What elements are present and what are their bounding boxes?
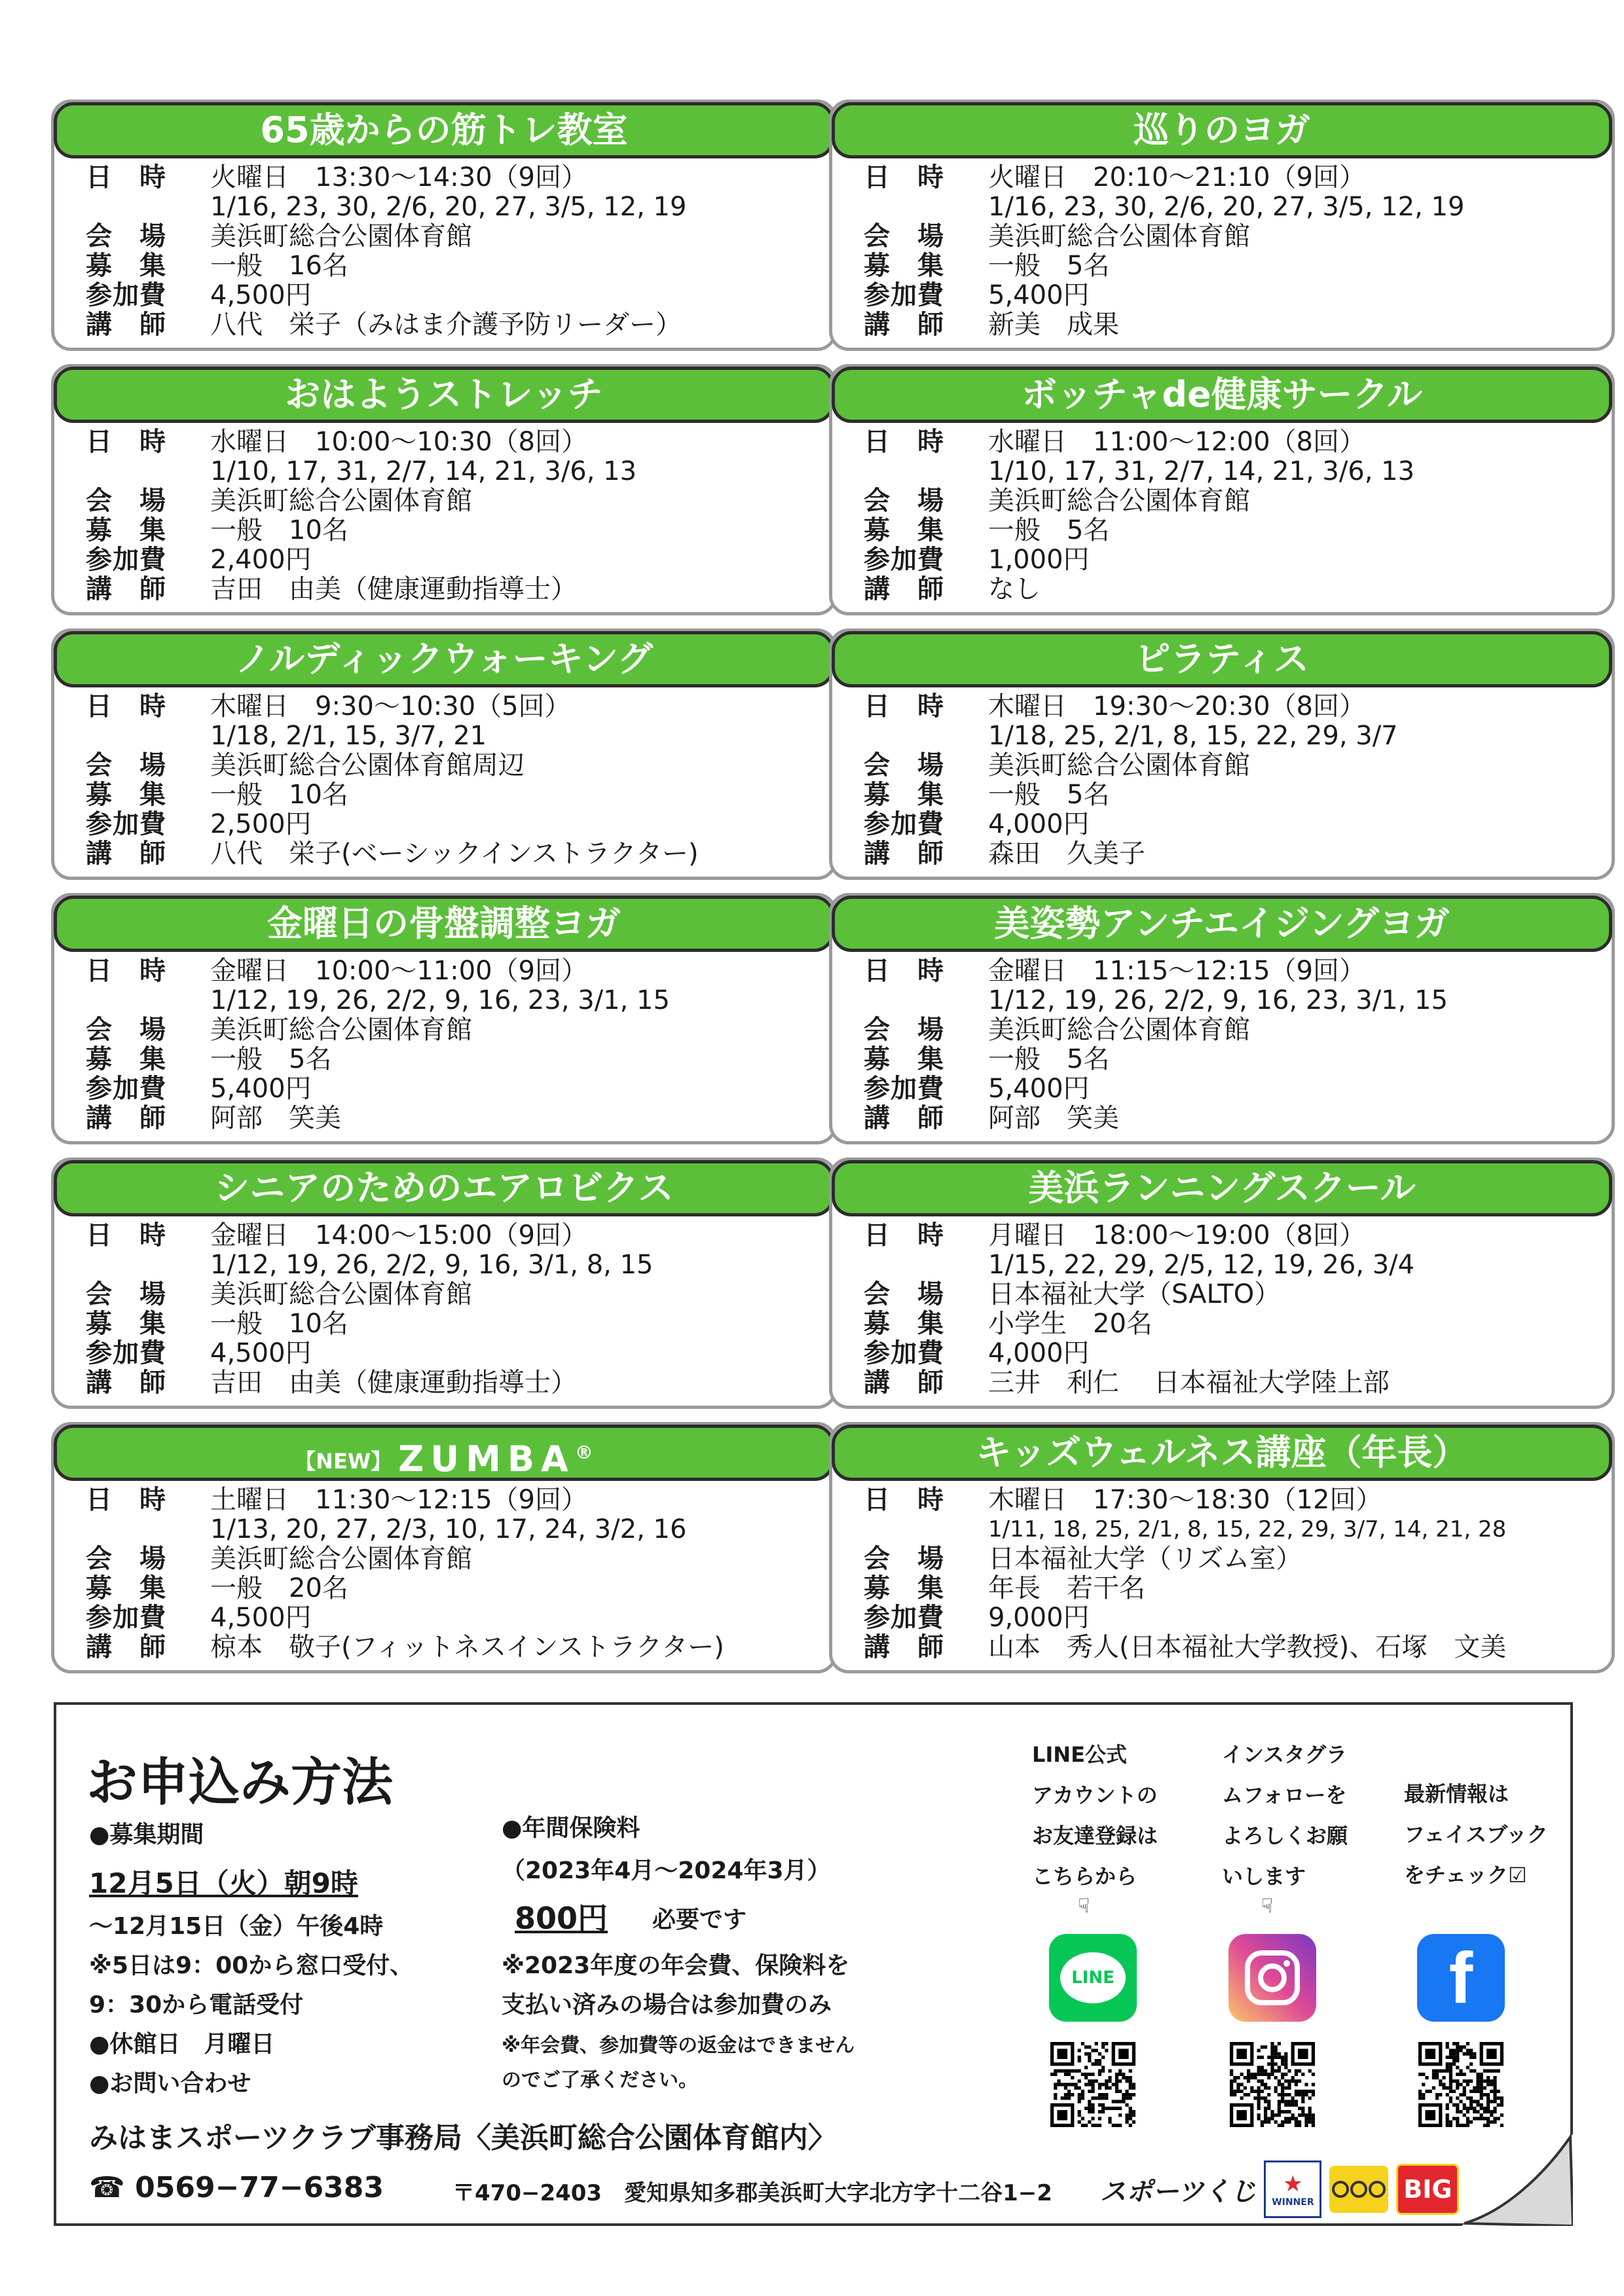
- detail-label: 日 時: [86, 956, 166, 986]
- recruit-start: 12月5日（火）朝9時: [89, 1867, 358, 1899]
- detail-row: [864, 222, 1598, 251]
- detail-label: 参加費: [864, 1603, 944, 1633]
- detail-label: 参加費: [864, 280, 944, 310]
- course-card: [829, 893, 1615, 1144]
- instagram-icon[interactable]: [1228, 1934, 1316, 2022]
- phone-number[interactable]: ☎ 0569−77−6383: [89, 2171, 384, 2204]
- detail-label: 講 師: [86, 1632, 166, 1662]
- detail-value: 2,400円: [210, 545, 312, 575]
- detail-value: 一般 5名: [210, 1044, 332, 1074]
- detail-value: 三井 利仁 日本福祉大学陸上部: [988, 1368, 1390, 1398]
- detail-value: 9,000円: [988, 1603, 1090, 1633]
- detail-label: 講 師: [86, 1368, 166, 1398]
- insurance-fee: 800円: [515, 1901, 608, 1936]
- star-icon: ★: [1283, 2171, 1303, 2197]
- detail-row: [864, 1015, 1598, 1045]
- detail-label: 会 場: [864, 486, 944, 516]
- detail-value: 美浜町総合公園体育館: [210, 1544, 472, 1574]
- detail-label: 日 時: [864, 1220, 944, 1250]
- detail-row: [86, 1309, 821, 1339]
- detail-value: 1,000円: [988, 545, 1090, 575]
- detail-label: 参加費: [864, 545, 944, 575]
- detail-value: 4,500円: [210, 1603, 312, 1633]
- detail-label: 講 師: [864, 1632, 944, 1662]
- detail-value: 森田 久美子: [988, 839, 1145, 869]
- application-panel: [54, 1702, 1573, 2226]
- course-title: [54, 896, 834, 952]
- detail-row: [86, 251, 821, 281]
- facebook-caption: 最新情報は フェイスブック をチェック☑: [1404, 1781, 1548, 1887]
- page-curl: [1462, 2134, 1573, 2226]
- detail-label: 会 場: [86, 750, 166, 780]
- detail-row: [86, 1104, 821, 1133]
- detail-label: 参加費: [86, 280, 166, 310]
- detail-row: [864, 1309, 1598, 1339]
- detail-value: 一般 10名: [210, 1309, 348, 1339]
- big-logo: BIG: [1396, 2164, 1459, 2215]
- detail-value: 1/16, 23, 30, 2/6, 20, 27, 3/5, 12, 19: [210, 192, 687, 222]
- detail-label: 募 集: [86, 251, 166, 281]
- detail-value: 木曜日 17:30～18:30（12回）: [988, 1485, 1382, 1515]
- detail-row: [86, 1603, 821, 1633]
- detail-value: 山本 秀人(日本福祉大学教授)、石塚 文美: [988, 1632, 1507, 1662]
- facebook-qr-code[interactable]: [1418, 2042, 1504, 2127]
- detail-label: 会 場: [864, 1544, 944, 1574]
- recruit-note-2: 9：30から電話受付: [89, 1992, 304, 2018]
- office-name: みはまスポーツクラブ事務局〈美浜町総合公園体育館内〉: [89, 2121, 837, 2155]
- detail-row: [864, 986, 1598, 1015]
- detail-row: [864, 751, 1598, 780]
- detail-value: 新美 成果: [988, 310, 1119, 340]
- detail-value: 5,400円: [988, 280, 1090, 310]
- detail-label: 日 時: [86, 427, 166, 457]
- detail-label: 募 集: [864, 251, 944, 281]
- line-icon-label: LINE: [1060, 1952, 1126, 2003]
- detail-label: 日 時: [86, 1485, 166, 1515]
- detail-label: 会 場: [864, 1015, 944, 1045]
- detail-row: [86, 163, 821, 192]
- course-title-text: ノルディックウォーキング: [235, 638, 653, 680]
- detail-row: [86, 1015, 821, 1045]
- detail-value: 美浜町総合公園体育館: [210, 486, 472, 516]
- detail-row: [86, 1368, 821, 1398]
- detail-value: 金曜日 10:00～11:00（9回）: [210, 956, 587, 986]
- course-card: [51, 629, 837, 880]
- insurance-period: （2023年4月～2024年3月）: [502, 1857, 831, 1884]
- detail-label: 講 師: [864, 310, 944, 340]
- application-title: お申込み方法: [86, 1753, 394, 1812]
- course-details: [86, 1221, 821, 1398]
- detail-label: 募 集: [86, 1044, 166, 1074]
- line-icon[interactable]: [1049, 1934, 1137, 2022]
- detail-row: [86, 575, 821, 604]
- course-title-text: 65歳からの筋トレ教室: [260, 109, 628, 151]
- detail-value: 日本福祉大学（SALTO）: [988, 1279, 1281, 1309]
- detail-row: [86, 1250, 821, 1280]
- detail-label: 会 場: [86, 486, 166, 516]
- detail-value: 1/15, 22, 29, 2/5, 12, 19, 26, 3/4: [988, 1250, 1415, 1280]
- detail-row: [86, 1544, 821, 1574]
- insurance-note-3: ※年会費、参加費等の返金はできません: [502, 2034, 855, 2057]
- detail-label: 会 場: [864, 750, 944, 780]
- detail-label: 参加費: [86, 1338, 166, 1368]
- detail-value: 椋本 敬子(フィットネスインストラクター): [210, 1632, 724, 1662]
- detail-row: [86, 751, 821, 780]
- sponsor-logos: [1100, 2160, 1459, 2218]
- course-title: [54, 367, 834, 423]
- detail-row: [864, 1280, 1598, 1309]
- detail-row: [86, 310, 821, 340]
- detail-row: [86, 1515, 821, 1544]
- detail-row: [864, 575, 1598, 604]
- detail-row: [86, 1574, 821, 1603]
- detail-label: 講 師: [864, 574, 944, 604]
- toto-logo: [1329, 2166, 1388, 2213]
- course-title: [54, 1425, 834, 1481]
- detail-value: 4,500円: [210, 280, 312, 310]
- detail-value: 年長 若干名: [988, 1573, 1145, 1603]
- detail-row: [86, 457, 821, 486]
- detail-label: 会 場: [86, 221, 166, 251]
- detail-value: 月曜日 18:00～19:00（8回）: [988, 1220, 1365, 1250]
- detail-row: [864, 486, 1598, 516]
- detail-row: [864, 1544, 1598, 1574]
- detail-row: [864, 1250, 1598, 1280]
- detail-label: 会 場: [86, 1279, 166, 1309]
- detail-row: [86, 1221, 821, 1250]
- detail-row: [86, 281, 821, 310]
- course-card: [829, 364, 1615, 615]
- line-caption: LINE公式 アカウントの お友達登録は こちらから: [1032, 1742, 1158, 1889]
- detail-label: 講 師: [86, 310, 166, 340]
- detail-value: 八代 栄子(ベーシックインストラクター): [210, 839, 699, 869]
- detail-label: 日 時: [864, 162, 944, 192]
- course-title: [54, 102, 834, 158]
- detail-value: 一般 10名: [210, 515, 348, 545]
- course-title: [832, 102, 1612, 158]
- detail-row: [86, 192, 821, 222]
- detail-row: [864, 457, 1598, 486]
- detail-row: [86, 428, 821, 457]
- detail-value: 1/16, 23, 30, 2/6, 20, 27, 3/5, 12, 19: [988, 192, 1465, 222]
- course-details: [86, 428, 821, 604]
- detail-value: 火曜日 20:10～21:10（9回）: [988, 162, 1365, 192]
- detail-row: [864, 281, 1598, 310]
- winner-logo: [1264, 2160, 1321, 2218]
- course-details: [86, 1485, 821, 1662]
- detail-label: 募 集: [86, 515, 166, 545]
- course-details: [86, 163, 821, 340]
- detail-row: [864, 839, 1598, 869]
- detail-row: [86, 780, 821, 810]
- instagram-caption: インスタグラ ムフォローを よろしくお願 いします: [1222, 1742, 1348, 1889]
- detail-label: 参加費: [864, 809, 944, 839]
- detail-value: 1/10, 17, 31, 2/7, 14, 21, 3/6, 13: [210, 456, 637, 486]
- detail-value: 一般 20名: [210, 1573, 348, 1603]
- detail-row: [864, 251, 1598, 281]
- detail-row: [86, 986, 821, 1015]
- detail-value: 1/12, 19, 26, 2/2, 9, 16, 3/1, 8, 15: [210, 1250, 654, 1280]
- detail-row: [86, 1339, 821, 1368]
- detail-row: [86, 222, 821, 251]
- facebook-icon[interactable]: f: [1417, 1934, 1505, 2022]
- course-card: [829, 629, 1615, 880]
- insurance-note-1: ※2023年度の年会費、保険料を: [502, 1952, 850, 1979]
- detail-label: 参加費: [86, 1074, 166, 1104]
- detail-label: 参加費: [864, 1338, 944, 1368]
- detail-value: 1/18, 2/1, 15, 3/7, 21: [210, 721, 487, 751]
- detail-label: 会 場: [86, 1544, 166, 1574]
- detail-row: [864, 1104, 1598, 1133]
- detail-value: 1/12, 19, 26, 2/2, 9, 16, 23, 3/1, 15: [210, 985, 670, 1015]
- detail-row: [864, 1603, 1598, 1633]
- detail-label: 参加費: [86, 809, 166, 839]
- detail-value: なし: [988, 574, 1041, 604]
- course-details: [86, 692, 821, 869]
- detail-label: 募 集: [86, 1309, 166, 1339]
- detail-label: 募 集: [864, 1573, 944, 1603]
- detail-label: 講 師: [86, 574, 166, 604]
- course-title: [54, 631, 834, 687]
- detail-row: [86, 1633, 821, 1662]
- course-details: [864, 428, 1598, 604]
- toto-circle-icon: [1350, 2181, 1367, 2198]
- detail-value: 一般 16名: [210, 251, 348, 281]
- course-title: [832, 631, 1612, 687]
- recruit-heading: ●募集期間: [89, 1821, 204, 1848]
- detail-value: 4,000円: [988, 809, 1090, 839]
- detail-label: 会 場: [864, 1279, 944, 1309]
- course-card: [51, 1157, 837, 1409]
- detail-row: [864, 721, 1598, 751]
- registered-mark: ®: [574, 1442, 593, 1463]
- detail-label: 募 集: [864, 1309, 944, 1339]
- course-title-text: 巡りのヨガ: [1134, 109, 1310, 151]
- detail-row: [86, 516, 821, 545]
- course-title-text: キッズウェルネス講座（年長）: [976, 1432, 1468, 1473]
- course-title: [832, 1425, 1612, 1481]
- pointing-hand-icon: ☟: [1078, 1895, 1090, 1918]
- detail-label: 日 時: [86, 691, 166, 721]
- detail-label: 日 時: [86, 1220, 166, 1250]
- detail-row: [864, 1574, 1598, 1603]
- instagram-qr-code[interactable]: [1230, 2042, 1315, 2127]
- detail-row: [864, 545, 1598, 575]
- winner-logo-text: WINNER: [1272, 2197, 1314, 2208]
- course-title-text: シニアのためのエアロビクス: [214, 1167, 674, 1209]
- course-card: [829, 100, 1615, 351]
- detail-row: [864, 1633, 1598, 1662]
- course-card: [51, 893, 837, 1144]
- course-title: [54, 1160, 834, 1216]
- toto-circle-icon: [1332, 2181, 1349, 2198]
- detail-row: [86, 1045, 821, 1074]
- line-qr-code[interactable]: [1050, 2042, 1135, 2127]
- course-title-text: 美浜ランニングスクール: [1028, 1167, 1416, 1209]
- detail-value: 1/18, 25, 2/1, 8, 15, 22, 29, 3/7: [988, 721, 1398, 751]
- detail-value: 水曜日 10:00～10:30（8回）: [210, 427, 587, 457]
- address: 〒470−2403 愛知県知多郡美浜町大字北方字十二谷1−2: [452, 2180, 1052, 2206]
- detail-value: 金曜日 11:15～12:15（9回）: [988, 956, 1365, 986]
- insurance-heading: ●年間保険料: [502, 1815, 640, 1842]
- detail-value: 美浜町総合公園体育館: [988, 1015, 1250, 1045]
- inquiry-heading: ●お問い合わせ: [89, 2070, 251, 2097]
- detail-label: 会 場: [864, 221, 944, 251]
- sports-kuji-logo: スポーツくじ: [1100, 2176, 1257, 2207]
- detail-row: [864, 1339, 1598, 1368]
- detail-row: [864, 163, 1598, 192]
- detail-row: [864, 1485, 1598, 1515]
- course-title-text: ZUMBA: [398, 1438, 575, 1480]
- detail-value: 1/10, 17, 31, 2/7, 14, 21, 3/6, 13: [988, 456, 1415, 486]
- detail-value: 一般 5名: [988, 780, 1110, 810]
- detail-value: 阿部 笑美: [988, 1103, 1119, 1133]
- detail-row: [864, 516, 1598, 545]
- course-card: [51, 1422, 837, 1673]
- detail-label: 募 集: [86, 1573, 166, 1603]
- detail-label: 募 集: [864, 780, 944, 810]
- detail-label: 参加費: [86, 545, 166, 575]
- course-card: [829, 1157, 1615, 1409]
- detail-row: [864, 780, 1598, 810]
- course-title: [832, 367, 1612, 423]
- detail-value: 一般 10名: [210, 780, 348, 810]
- detail-value: 一般 5名: [988, 515, 1110, 545]
- detail-row: [864, 310, 1598, 340]
- detail-row: [864, 428, 1598, 457]
- course-details: [864, 1485, 1598, 1662]
- detail-value: 小学生 20名: [988, 1309, 1153, 1339]
- detail-value: 土曜日 11:30～12:15（9回）: [210, 1485, 587, 1515]
- detail-row: [86, 1280, 821, 1309]
- detail-label: 日 時: [864, 956, 944, 986]
- detail-value: 美浜町総合公園体育館: [988, 486, 1250, 516]
- detail-row: [86, 839, 821, 869]
- detail-row: [864, 957, 1598, 986]
- detail-value: 1/11, 18, 25, 2/1, 8, 15, 22, 29, 3/7, 14, 21, 28: [988, 1516, 1507, 1542]
- recruit-end: ～12月15日（金）午後4時: [89, 1913, 384, 1940]
- detail-value: 水曜日 11:00～12:00（8回）: [988, 427, 1365, 457]
- detail-value: 吉田 由美（健康運動指導士）: [210, 574, 577, 604]
- detail-label: 日 時: [864, 691, 944, 721]
- detail-label: 講 師: [86, 839, 166, 869]
- course-details: [864, 1221, 1598, 1398]
- detail-value: 4,000円: [988, 1338, 1090, 1368]
- detail-label: 募 集: [864, 1044, 944, 1074]
- detail-value: 美浜町総合公園体育館: [210, 221, 472, 251]
- course-title-text: ピラティス: [1135, 638, 1309, 680]
- course-title-text: 美姿勢アンチエイジングヨガ: [994, 903, 1450, 944]
- detail-value: 美浜町総合公園体育館: [210, 1279, 472, 1309]
- detail-row: [864, 810, 1598, 839]
- detail-row: [86, 1074, 821, 1104]
- detail-value: 吉田 由美（健康運動指導士）: [210, 1368, 577, 1398]
- detail-row: [864, 1221, 1598, 1250]
- detail-value: 金曜日 14:00～15:00（9回）: [210, 1220, 587, 1250]
- detail-value: 八代 栄子（みはま介護予防リーダー）: [210, 310, 682, 340]
- detail-label: 講 師: [864, 1103, 944, 1133]
- insurance-note-4: のでご了承ください。: [502, 2069, 698, 2092]
- detail-label: 日 時: [864, 1485, 944, 1515]
- detail-value: 2,500円: [210, 809, 312, 839]
- course-details: [86, 957, 821, 1133]
- insurance-note-2: 支払い済みの場合は参加費のみ: [502, 1992, 832, 2018]
- detail-value: 木曜日 19:30～20:30（8回）: [988, 691, 1365, 721]
- detail-value: 一般 5名: [988, 1044, 1110, 1074]
- detail-label: 日 時: [864, 427, 944, 457]
- course-card: [829, 1422, 1615, 1673]
- detail-value: 美浜町総合公園体育館: [988, 750, 1250, 780]
- detail-label: 日 時: [86, 162, 166, 192]
- pointing-hand-icon: ☟: [1261, 1895, 1274, 1918]
- detail-label: 会 場: [86, 1015, 166, 1045]
- detail-row: [86, 1485, 821, 1515]
- detail-value: 5,400円: [210, 1074, 312, 1104]
- insurance-required: 必要です: [652, 1906, 747, 1933]
- detail-label: 参加費: [864, 1074, 944, 1104]
- detail-row: [864, 1045, 1598, 1074]
- detail-label: 参加費: [86, 1603, 166, 1633]
- instagram-glyph: [1242, 1948, 1302, 2008]
- detail-row: [864, 1074, 1598, 1104]
- recruit-note-1: ※5日は9：00から窓口受付、: [89, 1952, 414, 1979]
- course-card: [51, 364, 837, 615]
- course-details: [864, 163, 1598, 340]
- course-title-text: 金曜日の骨盤調整ヨガ: [267, 903, 621, 944]
- detail-value: 美浜町総合公園体育館: [210, 1015, 472, 1045]
- course-title: [832, 1160, 1612, 1216]
- detail-value: 阿部 笑美: [210, 1103, 341, 1133]
- detail-row: [86, 545, 821, 575]
- detail-value: 火曜日 13:30～14:30（9回）: [210, 162, 587, 192]
- new-tag: 【NEW】: [295, 1449, 392, 1474]
- course-title-text: おはようストレッチ: [285, 374, 603, 415]
- detail-value: 1/12, 19, 26, 2/2, 9, 16, 23, 3/1, 15: [988, 985, 1448, 1015]
- detail-row: [86, 721, 821, 751]
- course-title: [832, 896, 1612, 952]
- detail-row: [86, 957, 821, 986]
- course-details: [864, 957, 1598, 1133]
- closed-day: ●休館日 月曜日: [89, 2031, 275, 2058]
- toto-circle-icon: [1369, 2181, 1386, 2198]
- detail-row: [86, 486, 821, 516]
- detail-value: 5,400円: [988, 1074, 1090, 1104]
- detail-value: 4,500円: [210, 1338, 312, 1368]
- detail-label: 募 集: [86, 780, 166, 810]
- detail-value: 美浜町総合公園体育館周辺: [210, 750, 525, 780]
- detail-label: 募 集: [864, 515, 944, 545]
- detail-row: [864, 692, 1598, 721]
- detail-label: 講 師: [864, 1368, 944, 1398]
- detail-value: 木曜日 9:30～10:30（5回）: [210, 691, 571, 721]
- detail-label: 講 師: [86, 1103, 166, 1133]
- detail-value: 1/13, 20, 27, 2/3, 10, 17, 24, 3/2, 16: [210, 1514, 687, 1544]
- detail-value: 一般 5名: [988, 251, 1110, 281]
- detail-value: 日本福祉大学（リズム室）: [988, 1544, 1302, 1574]
- detail-label: 講 師: [864, 839, 944, 869]
- detail-row: [86, 810, 821, 839]
- course-details: [864, 692, 1598, 869]
- course-title-text: ボッチャde健康サークル: [1021, 374, 1423, 415]
- detail-row: [864, 1368, 1598, 1398]
- course-card: [51, 100, 837, 351]
- detail-row: [86, 692, 821, 721]
- detail-value: 美浜町総合公園体育館: [988, 221, 1250, 251]
- detail-row: [864, 192, 1598, 222]
- detail-row: [864, 1515, 1598, 1544]
